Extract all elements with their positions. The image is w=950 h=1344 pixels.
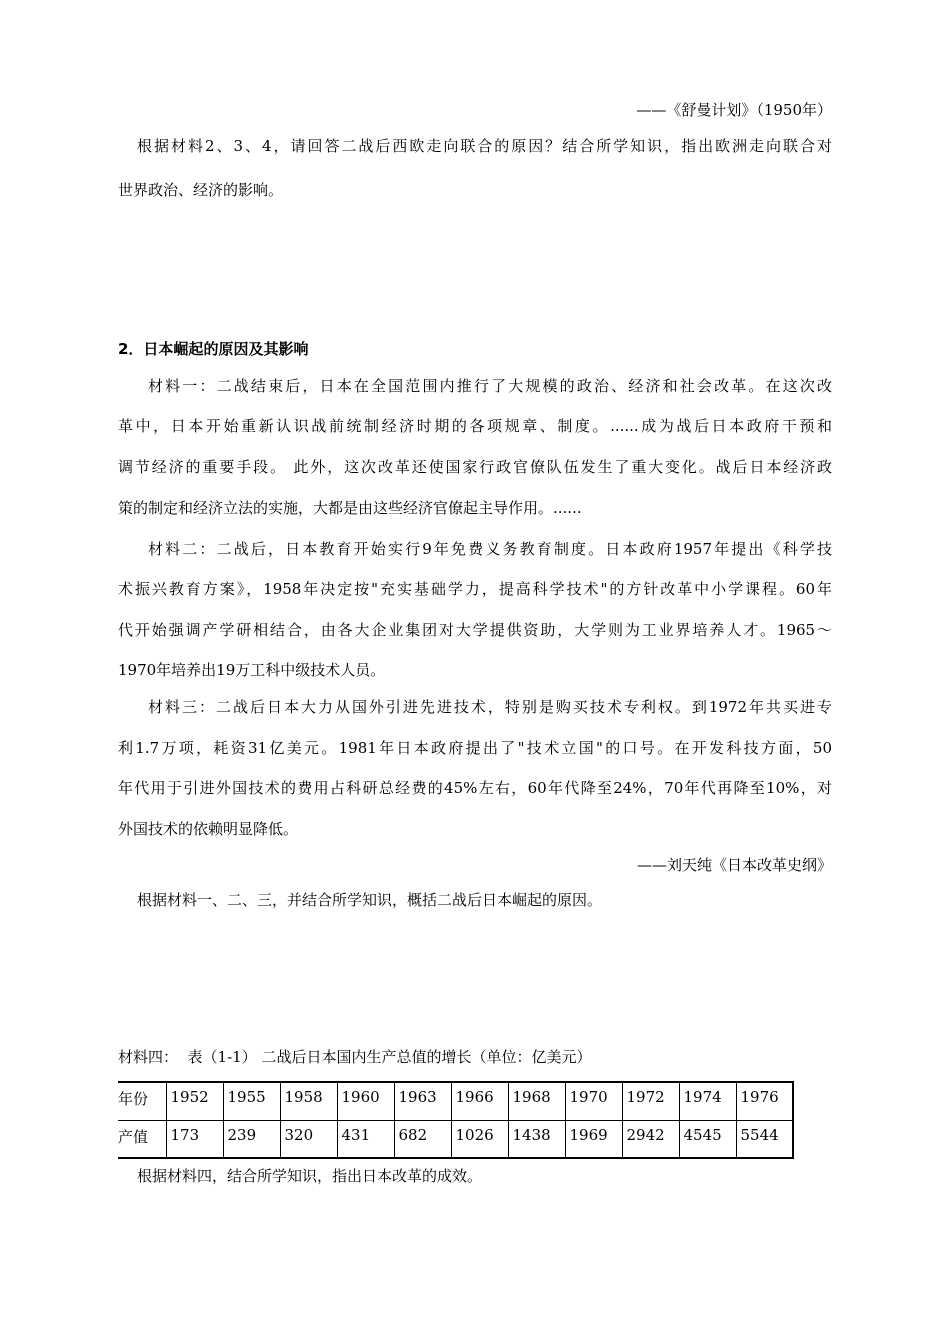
reform-effect-question: 根据材料四，结合所学知识，指出日本改革的成效。 [137,1167,483,1185]
value-cell: 682 [394,1120,451,1158]
material2-line-3: 代开始强调产学研相结合，由各大企业集团对大学提供资助，大学则为工业界培养人才。1965～ [118,621,832,639]
material3-line-2: 利1.7万项，耗资31亿美元。1981年日本政府提出了"技术立国"的口号。在开发科技方面，50 [118,739,832,757]
year-cell: 1968 [508,1082,565,1120]
row-label-year: 年份 [118,1082,166,1120]
value-cell: 1969 [565,1120,622,1158]
material1-line-2: 革中，日本开始重新认识战前统制经济时期的各项规章、制度。......成为战后日本政府干预和 [118,417,832,435]
year-cell: 1972 [622,1082,679,1120]
year-cell: 1960 [337,1082,394,1120]
schuman-plan-citation: ——《舒曼计划》（1950年） [636,101,832,119]
value-cell: 1438 [508,1120,565,1158]
year-cell: 1976 [736,1082,793,1120]
year-cell: 1958 [280,1082,337,1120]
value-cell: 173 [166,1120,223,1158]
europe-question-line-1: 根据材料2、3、4，请回答二战后西欧走向联合的原因？结合所学知识，指出欧洲走向联合对 [137,137,832,155]
year-cell: 1974 [679,1082,736,1120]
japan-rise-question: 根据材料一、二、三，并结合所学知识，概括二战后日本崛起的原因。 [137,891,603,909]
material2-line-2: 术振兴教育方案》，1958年决定按"充实基础学力，提高科学技术"的方针改革中小学课程。60年 [118,580,832,598]
material2-line-4: 1970年培养出19万工科中级技术人员。 [118,661,386,679]
section-heading-japan: 2．日本崛起的原因及其影响 [118,340,309,358]
year-cell: 1970 [565,1082,622,1120]
material1-line-4: 策的制定和经济立法的实施，大都是由这些经济官僚起主导作用。...... [118,499,582,517]
value-cell: 431 [337,1120,394,1158]
year-cell: 1963 [394,1082,451,1120]
material3-line-4: 外国技术的依赖明显降低。 [118,820,299,838]
row-label-value: 产值 [118,1120,166,1158]
year-cell: 1952 [166,1082,223,1120]
value-cell: 2942 [622,1120,679,1158]
value-cell: 4545 [679,1120,736,1158]
year-cell: 1955 [223,1082,280,1120]
value-cell: 320 [280,1120,337,1158]
value-cell: 239 [223,1120,280,1158]
value-cell: 1026 [451,1120,508,1158]
table-row-years [118,1082,793,1120]
material1-line-1: 材料一：二战结束后，日本在全国范围内推行了大规模的政治、经济和社会改革。在这次改 [148,377,832,395]
gdp-growth-table [118,1081,794,1159]
material3-line-1: 材料三：二战后日本大力从国外引进先进技术，特别是购买技术专利权。到1972年共买进专 [148,698,832,716]
liu-tianchun-citation: ——刘天纯《日本改革史纲》 [636,856,832,874]
material4-caption: 材料四： 表（1-1） 二战后日本国内生产总值的增长（单位：亿美元） [118,1048,592,1066]
year-cell: 1966 [451,1082,508,1120]
europe-question-line-2: 世界政治、经济的影响。 [118,181,284,199]
material1-line-3: 调节经济的重要手段。 此外，这次改革还使国家行政官僚队伍发生了重大变化。战后日本经济政 [118,458,832,476]
material2-line-1: 材料二：二战后，日本教育开始实行9年免费义务教育制度。日本政府1957年提出《科学技 [148,540,832,558]
table-row-values [118,1120,793,1158]
value-cell: 5544 [736,1120,793,1158]
material3-line-3: 年代用于引进外国技术的费用占科研总经费的45%左右，60年代降至24%，70年代再降至10%，对 [118,779,832,797]
